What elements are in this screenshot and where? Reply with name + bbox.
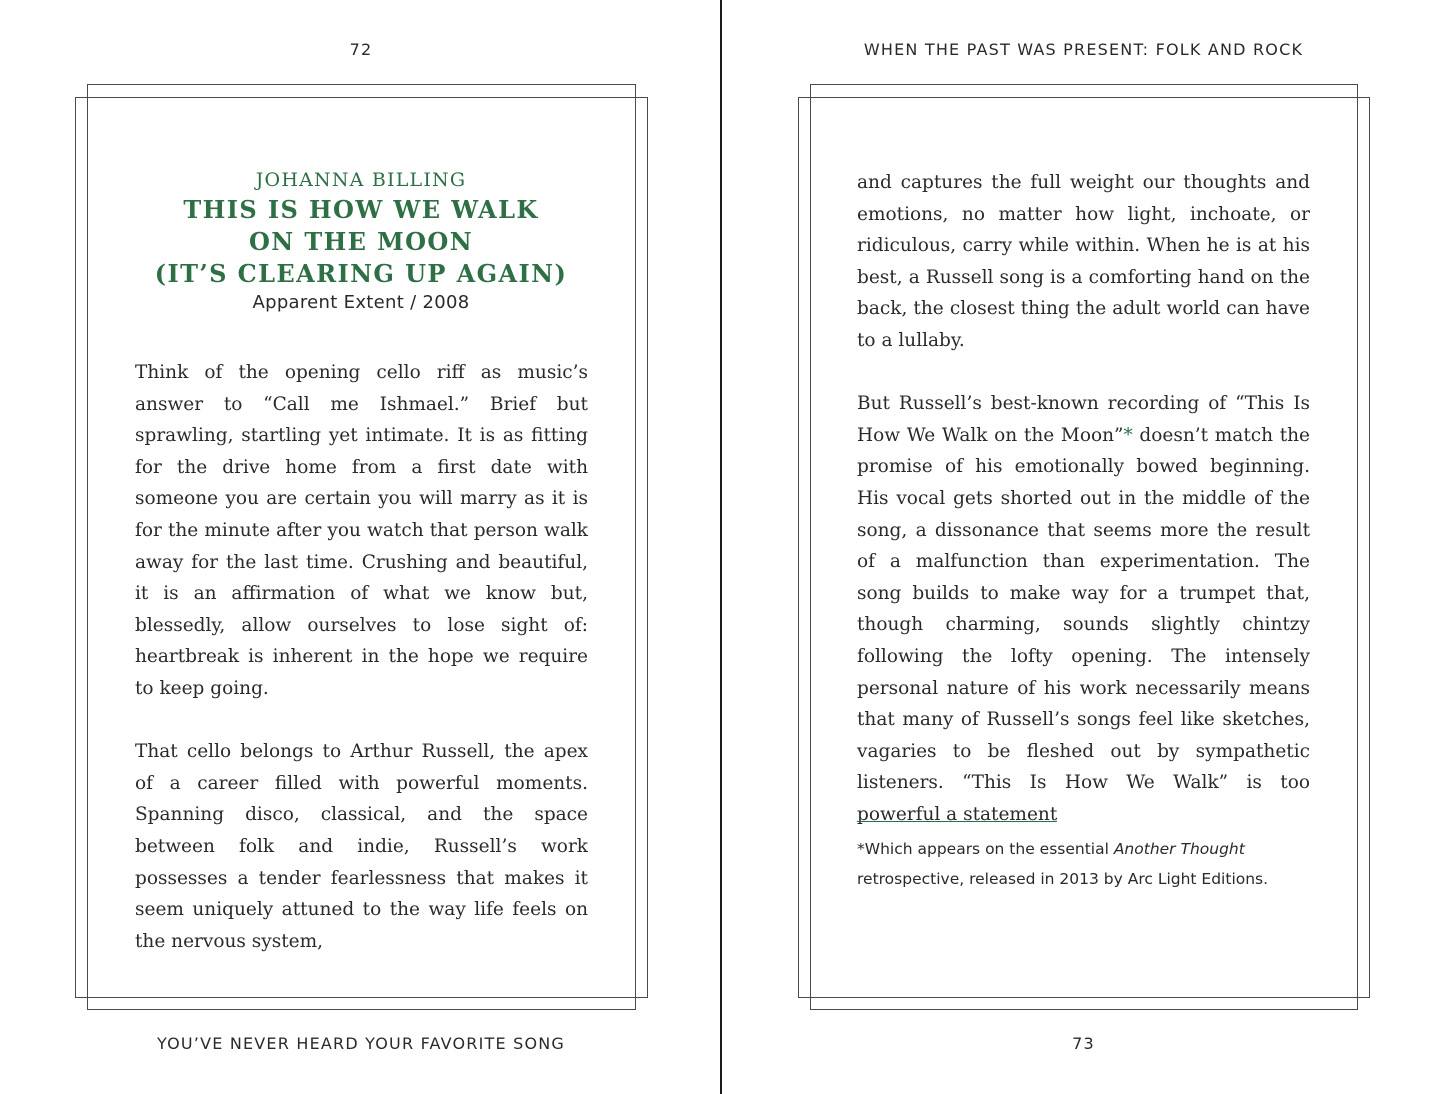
paragraph: [857, 167, 1310, 357]
footnote-divider: [857, 821, 1057, 822]
left-running-footer: YOU’VE NEVER HEARD YOUR FAVORITE SONG: [156, 1034, 566, 1053]
footnote-text: retrospective, released in 2013 by Arc Light Editions.: [857, 870, 1269, 888]
entry-heading: [100, 168, 622, 313]
footnote-marker: *: [1123, 424, 1133, 446]
paragraph: [857, 388, 1310, 830]
album-year: Apparent Extent / 2008: [252, 291, 470, 313]
paragraph: Think of the opening cello riff as music’s answer to “Call me Ishmael.” Brief but sprawling, startling yet intimate. It is as fitting for the drive home from a first date with someone you are certain you will marry as it is for the minute after you watch that person walk away for the last time. Crushing and beautiful, it is an affirmation of what we know but, blessedly, allow ourselves to lose sight of: heartbreak is inherent in the hope we require to keep going.: [135, 362, 588, 699]
footnote-text: *Which appears on the essential: [857, 840, 1114, 858]
left-page-number: 72: [349, 40, 373, 59]
paragraph-text: and captures the full weight our thoughts and emotions, no matter how light, inchoate, or ridiculous, carry while within. When he is at his best, a Russell song is a comforting hand on the back, the closest thing the adult world can have to a lullaby.: [857, 172, 1310, 351]
right-running-header: WHEN THE PAST WAS PRESENT: FOLK AND ROCK: [863, 40, 1304, 59]
paragraph-text: But Russell’s best-known recording of “This Is How We Walk on the Moon”: [857, 393, 1310, 446]
paragraph: That cello belongs to Arthur Russell, the apex of a career filled with powerful moments. Spanning disco, classical, and the space between folk and indie, Russell’s work possesses a tender fearlessness that makes it seem uniquely attuned to the way life feels on the nervous system,: [135, 741, 588, 952]
song-title-line-2: ON THE MOON: [248, 226, 474, 256]
artist-name: JOHANNA BILLING: [255, 169, 467, 191]
left-body-text: [135, 357, 588, 957]
right-page-number: 73: [1072, 1034, 1095, 1053]
right-page: [722, 0, 1445, 1094]
song-title-line-3: (IT’S CLEARING UP AGAIN): [154, 258, 568, 288]
left-page: [0, 0, 722, 1094]
song-title-line-1: THIS IS HOW WE WALK: [183, 194, 539, 224]
paragraph-text: doesn’t match the promise of his emotionally bowed beginning. His vocal gets shorted out in the middle of the song, a dissonance that seems more the result of a malfunction than experimentation. The song builds to make way for a trumpet that, though charming, sounds slightly chintzy following the lofty opening. The intensely personal nature of his work necessarily means that many of Russell’s songs feel like sketches, vagaries to be fleshed out by sympathetic listeners. “This Is How We Walk” is too powerful a statement: [857, 424, 1311, 825]
footnote: [857, 834, 1310, 894]
footnote-album-title: Another Thought: [1113, 840, 1245, 858]
right-body-text: [857, 167, 1310, 830]
